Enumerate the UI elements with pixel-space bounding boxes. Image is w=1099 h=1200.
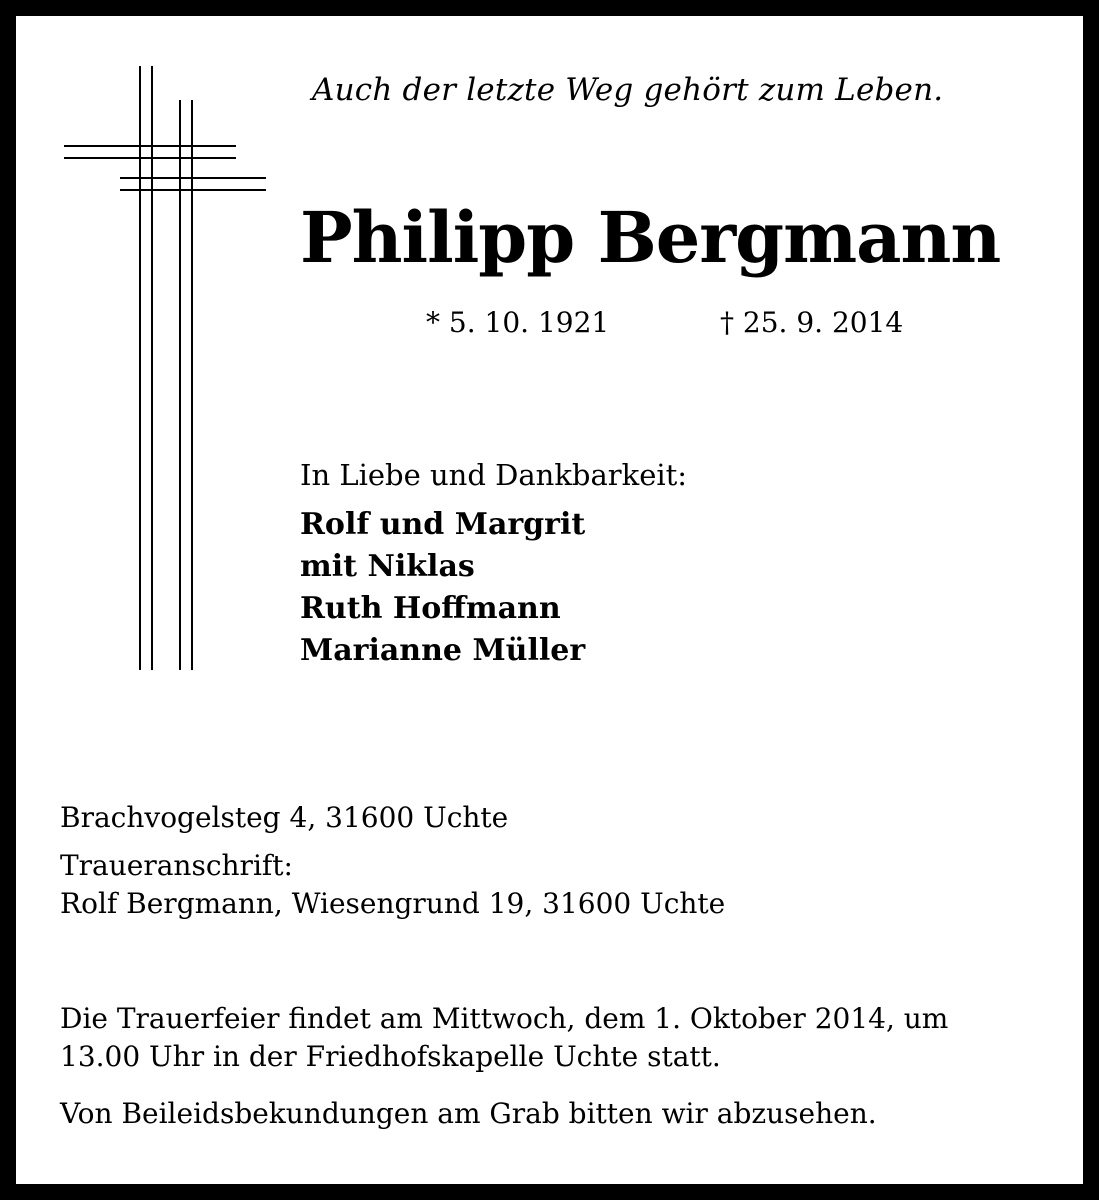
mourner-name: Ruth Hoffmann — [300, 591, 561, 626]
motto-text: Auch der letzte Weg gehört zum Leben. — [312, 72, 944, 108]
ceremony-info — [60, 1000, 948, 1076]
mourning-address: Rolf Bergmann, Wiesengrund 19, 31600 Uchte — [60, 887, 726, 920]
cross-icon — [60, 66, 270, 670]
ceremony-line: 13.00 Uhr in der Friedhofskapelle Uchte statt. — [60, 1040, 721, 1073]
mourner-name: Rolf und Margrit — [300, 507, 586, 542]
deceased-name: Philipp Bergmann — [300, 196, 1001, 279]
death-date: † 25. 9. 2014 — [720, 306, 904, 339]
home-address: Brachvogelsteg 4, 31600 Uchte — [60, 801, 509, 834]
birth-date: * 5. 10. 1921 — [426, 306, 610, 339]
mourners-intro: In Liebe und Dankbarkeit: — [300, 458, 688, 492]
ceremony-line: Die Trauerfeier findet am Mittwoch, dem 1. Oktober 2014, um — [60, 1002, 949, 1035]
mourning-address-label: Traueranschrift: — [60, 849, 293, 882]
mourner-name: Marianne Müller — [300, 633, 586, 668]
mourners-list — [300, 504, 585, 672]
condolence-note: Von Beileidsbekundungen am Grab bitten wir abzusehen. — [60, 1097, 877, 1130]
mourner-name: mit Niklas — [300, 549, 475, 584]
